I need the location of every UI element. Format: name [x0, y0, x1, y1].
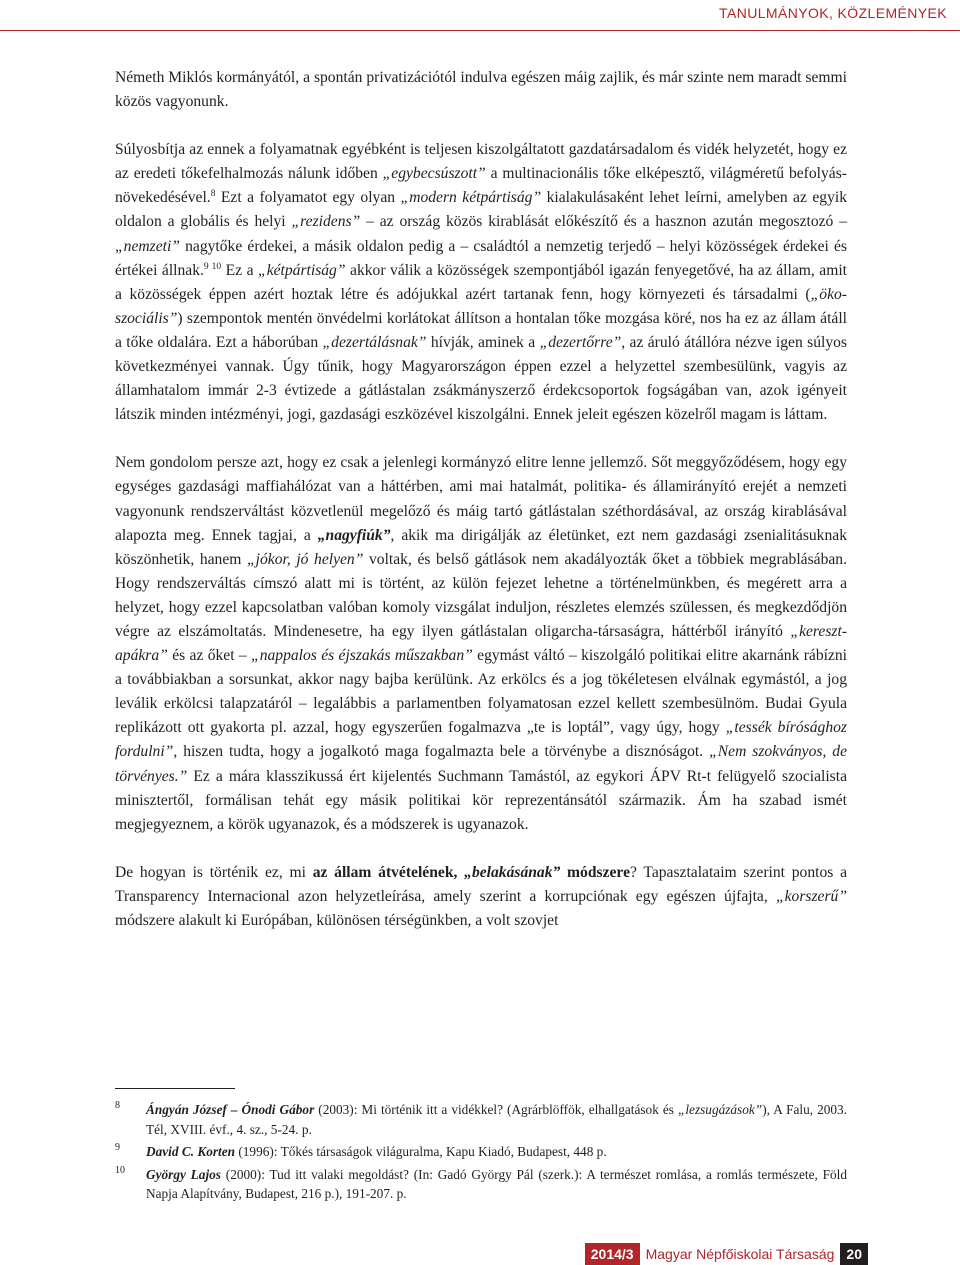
publisher-name: Magyar Népfőiskolai Társaság	[645, 1246, 835, 1262]
footnote-ref-9-10[interactable]: 9 10	[203, 261, 222, 272]
running-header	[0, 0, 960, 31]
footnote-divider	[115, 1088, 235, 1089]
footnote-8: 8 Ángyán József – Ónodi Gábor (2003): Mi történik itt a vidékkel? (Agrárblöffök, elhallgatások és „lezsugázások”), A Falu, 2003. Tél, XVIII. évf., 4. sz., 5-24. p.	[115, 1100, 847, 1137]
footnote-10: 10 György Lajos (2000): Tud itt valaki megoldást? (In: Gadó György Pál (szerk.): A természet romlása, a romlás természete, Föld Napja Alapítvány, Budapest, 216 p.), 191-207. p.	[115, 1164, 847, 1202]
paragraph-4: De hogyan is történik ez, mi az állam átvételének, „belakásának” módszere? Tapasztalataim szerint pontos a Transparency Internacional azon helyzetleírása, amely szerint a korrupciónak egy egészen újfajta, „korszerű” módszere alakult ki Európában, különösen térségünkben, a volt szovjet	[115, 863, 847, 929]
page-number: 20	[840, 1243, 868, 1265]
issue-badge: 2014/3	[585, 1243, 640, 1265]
paragraph-1: Németh Miklós kormányától, a spontán privatizációtól indulva egészen máig zajlik, és már szinte nem maradt semmi közös vagyonunk.	[115, 69, 847, 111]
section-title: TANULMÁNYOK, KÖZLEMÉNYEK	[719, 5, 947, 21]
footnote-ref-8[interactable]: 8	[210, 189, 216, 200]
footnote-9: 9 David C. Korten (1996): Tőkés társaságok világuralma, Kapu Kiadó, Budapest, 448 p.	[115, 1142, 607, 1160]
page-footer	[585, 1243, 868, 1265]
footnotes	[115, 1100, 847, 1207]
paragraph-3: Nem gondolom persze azt, hogy ez csak a jelenlegi kormányzó elitre lenne jellemző. Sőt meggyőződésem, hogy egy egységes gazdasági maffiahálózat van a háttérben, ami mai hatalmát, politika- és államirányító erejét a nemzeti vagyonunk rendszerváltást közvetlenül megelőző és máig tartó gátlástalan széthordásával, az ország kirablásával alapozta meg. Ennek tagjai, a „nagyfiúk”, akik ma dirigálják az életünket, ezt nem gazdasági zsenialitásuknak köszönhetik, hanem „jókor, jó helyen” voltak, és belső gátlások nem akadályozták őket a többiek megrablásában. Hogy rendszerváltás címszó alatt mi is történt, az külön fejezet lehetne a történelmünkben, és megérett arra a helyzet, hogy ezzel kapcsolatban valóban komoly vizsgálat induljon, részletes elemzés szülessen, és megkezdődjön végre az elszámoltatás. Mindenesetre, ha egy ilyen gátlástalan oligarcha-társaságra, háttérből irányító „keresztapákra” és az őket – „nappalos és éjszakás műszakban” egymást váltó – kiszolgáló politikai elitre akarnánk rábízni a továbbiakban a sorsunkat, akkor nagy bajba kerülünk. Az erkölcs és a jog tökéletesen elválnak egymástól, a jog leválik erkölcsi talapzatáról – legalábbis a parlamentben folyamatosan ezzel kellett szembesülnöm. Budai Gyula replikázott ott gyakorta pl. azzal, hogy egyszerűen fogalmazva „te is loptál”, vagy úgy, hogy „tessék bírósághoz fordulni”, hiszen tudta, hogy a jogalkotó maga fogalmazta bele a törvénybe a disznóságot. „Nem szokványos, de törvényes.” Ez a mára klasszikussá ért kijelentés Suchmann Tamástól, az egykori ÁPV Rt-t felügyelő szocialista minisztertől, formálisan tehát egy másik politikai kör reprezentánsától származik. Ám ha szabad ismét megjegyeznem, a körök ugyanazok, és a módszerek is ugyanazok.	[115, 454, 848, 833]
paragraph-2: Súlyosbítja az ennek a folyamatnak egyébként is teljesen kiszolgáltatott gazdatársadalom és vidék helyzetét, hogy ez az eredeti tőkefelhalmozás nálunk időben „egybecsúszott” a multinacionális tőke elképesztő, világméretű befolyás-növekedésével.$^8$ Ezt a folyamatot egy olyan „modern kétpártiság” kialakulásaként lehet leírni, amelyben az egyik oldalon a globális és helyi „rezidens” – az ország közös kirablását előkészítő és a hasznon azután megosztozó – „nemzeti” nagytőke érdekei, a másik oldalon pedig a – családtól a nemzetig terjedő – helyi közösségek érdekei és értékei állnak.$^{9 10}$ Ez a „kétpártiság” akkor válik a közösségek szempontjából igazán fenyegetővé, ha az állam, amit a közösségek éppen azért hoztak létre és adójukkal azért tartanak fenn, hogy környezeti és társadalmi („öko-szociális”) szempontok mentén önvédelmi korlátokat állítson a hontalan tőke mozgása köré, nos ha ez az állam átáll a tőke oldalára. Ezt a háborúban „dezertálásnak” hívják, aminek a „dezertőrre”, az áruló átállóra nézve igen súlyos következményei vannak. Úgy tűnik, hogy Magyarországon éppen ezzel a helyzettel szembesülünk, vagyis az államhatalom immár 2-3 évtizede a gátlástalan zsákmányszerző érdekcsoportok fogságában van, azok igényeit látszik minden intézményi, jogi, gazdasági eszközével kiszolgálni. Ennek jeleit egészen közelről magam is láttam.	[115, 141, 847, 424]
article-body	[115, 66, 847, 933]
